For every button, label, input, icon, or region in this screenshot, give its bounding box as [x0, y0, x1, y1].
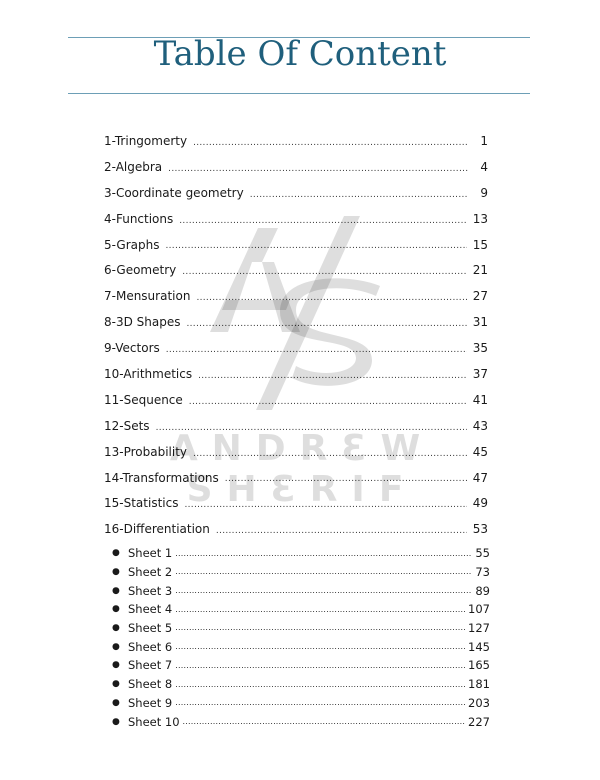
sheet-entry[interactable] — [112, 600, 492, 619]
sheet-entry-page: 227 — [468, 714, 490, 729]
toc-entry-page: 49 — [472, 496, 488, 511]
sheet-entry-label: Sheet 6 — [128, 639, 173, 654]
watermark-text: ANDRƐW SHƐRIF — [169, 428, 435, 510]
toc-entry-label: 16-Differentiation — [104, 522, 210, 537]
table-of-contents — [104, 128, 496, 542]
toc-entry-label: 7-Mensuration — [104, 289, 191, 304]
toc-entry-page: 43 — [472, 418, 488, 433]
toc-entry-label: 6-Geometry — [104, 263, 177, 278]
sheet-entry-page: 203 — [468, 695, 490, 710]
dot-leader — [175, 680, 465, 694]
sheet-entry-page: 55 — [475, 546, 490, 561]
toc-entry-page: 9 — [480, 185, 488, 200]
sheet-entry-label: Sheet 5 — [128, 621, 173, 636]
toc-entry-label: 15-Statistics — [104, 496, 179, 511]
sheet-entry-label: Sheet 10 — [128, 714, 180, 729]
dot-leader — [193, 449, 467, 465]
toc-entry-label: 10-Arithmetics — [104, 366, 193, 381]
toc-entry-page: 13 — [472, 211, 488, 226]
bullet-icon: ● — [112, 660, 120, 671]
bullet-icon: ● — [112, 623, 120, 634]
toc-entry[interactable] — [104, 283, 496, 309]
sheet-entry-label: Sheet 1 — [128, 546, 173, 561]
bullet-icon: ● — [112, 548, 120, 559]
dot-leader — [216, 526, 467, 542]
bullet-icon: ● — [112, 716, 120, 727]
toc-entry-page: 41 — [472, 392, 488, 407]
toc-entry-page: 45 — [472, 444, 488, 459]
toc-entry[interactable] — [104, 516, 496, 542]
sheet-entry[interactable] — [112, 712, 492, 731]
toc-entry[interactable] — [104, 257, 496, 283]
bullet-icon: ● — [112, 585, 120, 596]
dot-leader — [175, 567, 472, 581]
sheet-list — [112, 544, 492, 731]
toc-entry-page: 1 — [480, 133, 488, 148]
bullet-icon: ● — [112, 679, 120, 690]
bullet-icon: ● — [112, 697, 120, 708]
page-title: Table Of Content — [153, 34, 447, 74]
toc-entry-label: 9-Vectors — [104, 341, 160, 356]
toc-entry[interactable] — [104, 309, 496, 335]
sheet-entry-page: 181 — [468, 677, 490, 692]
toc-entry-page: 4 — [480, 159, 488, 174]
toc-entry-page: 15 — [472, 237, 488, 252]
sheet-entry[interactable] — [112, 581, 492, 600]
dot-leader — [250, 190, 468, 206]
sheet-entry-page: 89 — [475, 583, 490, 598]
toc-entry-label: 11-Sequence — [104, 392, 183, 407]
dot-leader — [193, 138, 468, 154]
dot-leader — [175, 586, 472, 600]
dot-leader — [175, 549, 472, 563]
sheet-entry[interactable] — [112, 675, 492, 694]
toc-entry[interactable] — [104, 490, 496, 516]
toc-entry[interactable] — [104, 387, 496, 413]
toc-entry-page: 27 — [472, 289, 488, 304]
toc-entry[interactable] — [104, 180, 496, 206]
toc-entry-page: 37 — [472, 366, 488, 381]
bullet-icon: ● — [112, 567, 120, 578]
dot-leader — [198, 371, 467, 387]
bullet-icon: ● — [112, 604, 120, 615]
toc-entry-label: 1-Tringomerty — [104, 133, 188, 148]
toc-entry[interactable] — [104, 206, 496, 232]
dot-leader — [165, 241, 466, 257]
dot-leader — [182, 267, 466, 283]
toc-entry-label: 3-Coordinate geometry — [104, 185, 244, 200]
sheet-entry-page: 165 — [468, 658, 490, 673]
toc-entry[interactable] — [104, 154, 496, 180]
sheet-entry-label: Sheet 2 — [128, 565, 173, 580]
sheet-entry-page: 73 — [475, 565, 490, 580]
toc-entry-page: 21 — [472, 263, 488, 278]
sheet-entry[interactable] — [112, 656, 492, 675]
toc-entry-page: 31 — [472, 315, 488, 330]
sheet-entry-page: 107 — [468, 602, 490, 617]
sheet-entry-label: Sheet 3 — [128, 583, 173, 598]
bullet-icon: ● — [112, 641, 120, 652]
toc-entry-label: 2-Algebra — [104, 159, 163, 174]
dot-leader — [196, 293, 466, 309]
toc-entry-label: 12-Sets — [104, 418, 150, 433]
toc-entry-label: 13-Probability — [104, 444, 188, 459]
sheet-entry-label: Sheet 9 — [128, 695, 173, 710]
sheet-entry-page: 145 — [468, 639, 490, 654]
sheet-entry[interactable] — [112, 694, 492, 713]
toc-entry[interactable] — [104, 335, 496, 361]
sheet-entry[interactable] — [112, 637, 492, 656]
dot-leader — [168, 164, 468, 180]
toc-entry-label: 4-Functions — [104, 211, 174, 226]
dot-leader — [189, 397, 467, 413]
dot-leader — [184, 500, 466, 516]
toc-entry-label: 8-3D Shapes — [104, 315, 181, 330]
toc-entry[interactable] — [104, 361, 496, 387]
toc-entry[interactable] — [104, 439, 496, 465]
toc-entry[interactable] — [104, 232, 496, 258]
sheet-entry[interactable] — [112, 619, 492, 638]
sheet-entry-label: Sheet 4 — [128, 602, 173, 617]
bottom-divider — [68, 93, 530, 94]
dot-leader — [186, 319, 466, 335]
toc-entry[interactable] — [104, 413, 496, 439]
sheet-entry[interactable] — [112, 563, 492, 582]
sheet-entry-label: Sheet 8 — [128, 677, 173, 692]
sheet-entry-page: 127 — [468, 621, 490, 636]
toc-entry[interactable] — [104, 128, 496, 154]
toc-entry-page: 53 — [472, 522, 488, 537]
dot-leader — [183, 717, 466, 731]
dot-leader — [156, 423, 467, 439]
dot-leader — [175, 698, 465, 712]
dot-leader — [179, 216, 466, 232]
toc-entry[interactable] — [104, 465, 496, 491]
dot-leader — [175, 661, 465, 675]
toc-entry-page: 47 — [472, 470, 488, 485]
dot-leader — [175, 642, 465, 656]
dot-leader — [175, 623, 465, 637]
dot-leader — [166, 345, 467, 361]
toc-entry-page: 35 — [472, 341, 488, 356]
sheet-entry-label: Sheet 7 — [128, 658, 173, 673]
dot-leader — [225, 474, 467, 490]
toc-entry-label: 14-Transformations — [104, 470, 219, 485]
toc-entry-label: 5-Graphs — [104, 237, 160, 252]
dot-leader — [175, 605, 465, 619]
sheet-entry[interactable] — [112, 544, 492, 563]
